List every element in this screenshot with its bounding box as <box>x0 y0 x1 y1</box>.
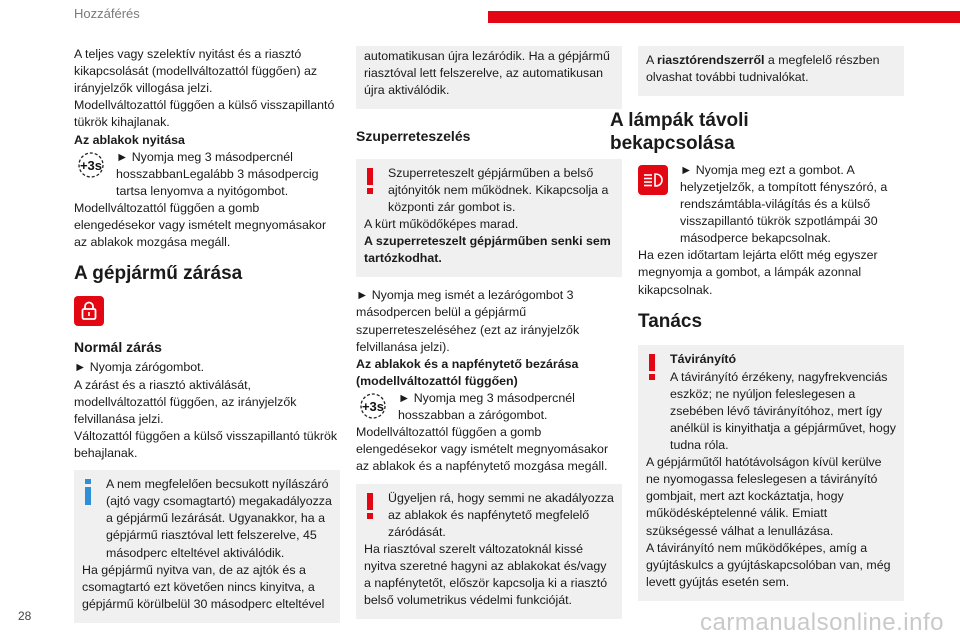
exclamation-icon <box>366 168 374 194</box>
paragraph: ► Nyomja zárógombot. <box>74 360 205 375</box>
paragraph: A teljes vagy szelektív nyitást és a riasztó kikapcsolását (modellváltozattól függően) az irányjelzők villogása jelzi. <box>74 47 318 96</box>
page-number: 28 <box>18 609 32 623</box>
heading-deadlocking: Szuperreteszelés <box>356 128 471 145</box>
paragraph: A zárást és a riasztó aktiválását, modellváltozattól függően, az irányjelzők felvillanása jelzi. <box>74 377 297 426</box>
info-icon <box>84 479 92 505</box>
heading-vehicle-locking: A gépjármű zárása <box>74 263 243 285</box>
exclamation-icon <box>366 493 374 519</box>
reference-text: A <box>646 53 658 67</box>
light-instruction <box>638 162 904 248</box>
warning-text: Szuperreteszelt gépjárműben a belső ajtónyitók nem működnek. Kikapcsolja a központi zár gombot is. <box>388 165 609 214</box>
timer-instruction <box>74 149 340 200</box>
exclamation-icon <box>648 354 656 380</box>
reference-text: a megfelelő részben olvashat további tudnivalókat. <box>646 53 880 85</box>
svg-text:+3s: +3s <box>79 157 103 173</box>
paragraph: Modellváltozattól függően a gomb elengedésekor vagy ismételt megnyomásakor az ablakok és a napfénytető mozgása megáll. <box>356 425 609 474</box>
padlock-icon <box>74 296 104 326</box>
headlamp-icon <box>638 165 668 195</box>
warning-text: Ügyeljen rá, hogy semmi ne akadályozza az ablakok és napfénytető megfelelő záródását. <box>388 490 614 539</box>
reference-link-text: riasztórendszerről <box>657 53 765 67</box>
subheading-windows-closing: Az ablakok és a napfénytető bezárása (modellváltozattól függően) <box>356 356 579 388</box>
header-accent-bar <box>488 11 960 23</box>
paragraph: ► Nyomja meg ismét a lezárógombot 3 másodpercen belül a gépjármű szuperreteszeléséhez (ezt az irányjelzők felvillanása jelzi). <box>356 288 580 354</box>
heading-tips: Tanács <box>638 310 703 332</box>
warning-text: A kürt működőképes marad. <box>364 216 519 231</box>
info-text: A nem megfelelően becsukott nyílászáró (ajtó vagy csomagtartó) megakadályozza a gépjármű lezárását. Ugyanakkor, ha a gépjármű riasztóval lett felszerelve, 45 másodperc elteltével aktiválódik. <box>106 477 332 560</box>
warning-box <box>356 484 622 620</box>
plus-3-seconds-icon <box>74 152 108 178</box>
tip-title: Távirányító <box>670 352 737 367</box>
warning-text: Ha riasztóval szerelt változatoknál kissé nyitva szeretné hagyni az ablakokat és/vagy a napfénytetőt, először kapcsolja ki a riasztó belső volumetrikus védelmi funkcióját. <box>364 541 608 608</box>
info-text: automatikusan újra lezáródik. Ha a gépjármű riasztóval lett felszerelve, az automatikusan újra aktiválódik. <box>364 49 610 98</box>
tip-text: A távirányító nem működőképes, amíg a gyújtáskulcs a gyújtáskapcsolóban van, még levett gyújtás esetén sem. <box>646 540 891 589</box>
plus-3-seconds-icon <box>356 393 390 419</box>
light-text: ► Nyomja meg ezt a gombot. A helyzetjelzők, a tompított fényszóró, a rendszámtábla-világítás és a külső visszapillantó tükrök szpotlámpái 30 másodperce bekapcsolnak. <box>680 162 888 246</box>
section-header: Hozzáférés <box>74 6 140 21</box>
svg-text:+3s: +3s <box>361 398 385 414</box>
info-text: Ha gépjármű nyitva van, de az ajtók és a csomagtartó ezt követően nincs kinyitva, a gépjármű körülbelül 30 másodperc elteltével <box>82 562 325 611</box>
tip-box <box>638 345 904 601</box>
continued-info-box <box>356 46 622 109</box>
subheading-windows-opening: Az ablakok nyitása <box>74 132 185 147</box>
reference-box <box>638 46 904 96</box>
warning-box <box>356 159 622 278</box>
heading-normal-locking: Normál zárás <box>74 339 162 356</box>
timer-text: ► Nyomja meg 3 másodpercnél hosszabban a zárógombot. <box>398 390 575 423</box>
column-1 <box>74 46 340 623</box>
paragraph: Modellváltozattól függően a külső visszapillantó tükrök kihajlanak. <box>74 98 335 130</box>
heading-remote-lighting: A lámpák távoli bekapcsolása <box>610 110 749 155</box>
warning-text-bold: A szuperreteszelt gépjárműben senki sem tartózkodhat. <box>364 234 611 266</box>
paragraph: Modellváltozattól függően a gomb elengedésekor vagy ismételt megnyomásakor az ablakok mozgása megáll. <box>74 200 327 250</box>
column-2 <box>356 46 622 619</box>
info-box <box>74 470 340 623</box>
timer-instruction <box>356 390 622 424</box>
paragraph: Változattól függően a külső visszapillantó tükrök behajlanak. <box>74 428 338 460</box>
tip-text: A távirányító érzékeny, nagyfrekvenciás eszköz; ne nyúljon feleslegesen a zsebében lévő távirányítóhoz, mert így anélkül is kinyithatja a gépjárművet, hogy tudna róla. <box>670 369 896 453</box>
paragraph: Ha ezen időtartam lejárta előtt még egyszer megnyomja a gombot, a lámpák azonnal kikapcsolnak. <box>638 248 878 297</box>
column-3 <box>610 46 904 601</box>
timer-text: ► Nyomja meg 3 másodpercnél hosszabbanLegalább 3 másodpercig tartsa lenyomva a nyitógombot. <box>116 149 319 198</box>
watermark-text: carmanualsonline.info <box>700 609 944 636</box>
tip-text: A gépjárműtől hatótávolságon kívül kerülve ne nyomogassa feleslegesen a távirányító gombjait, mert azt kockáztatja, hogy működésképtelenné válik. Emiatt szükségessé válhat a lenullázása. <box>646 455 882 538</box>
